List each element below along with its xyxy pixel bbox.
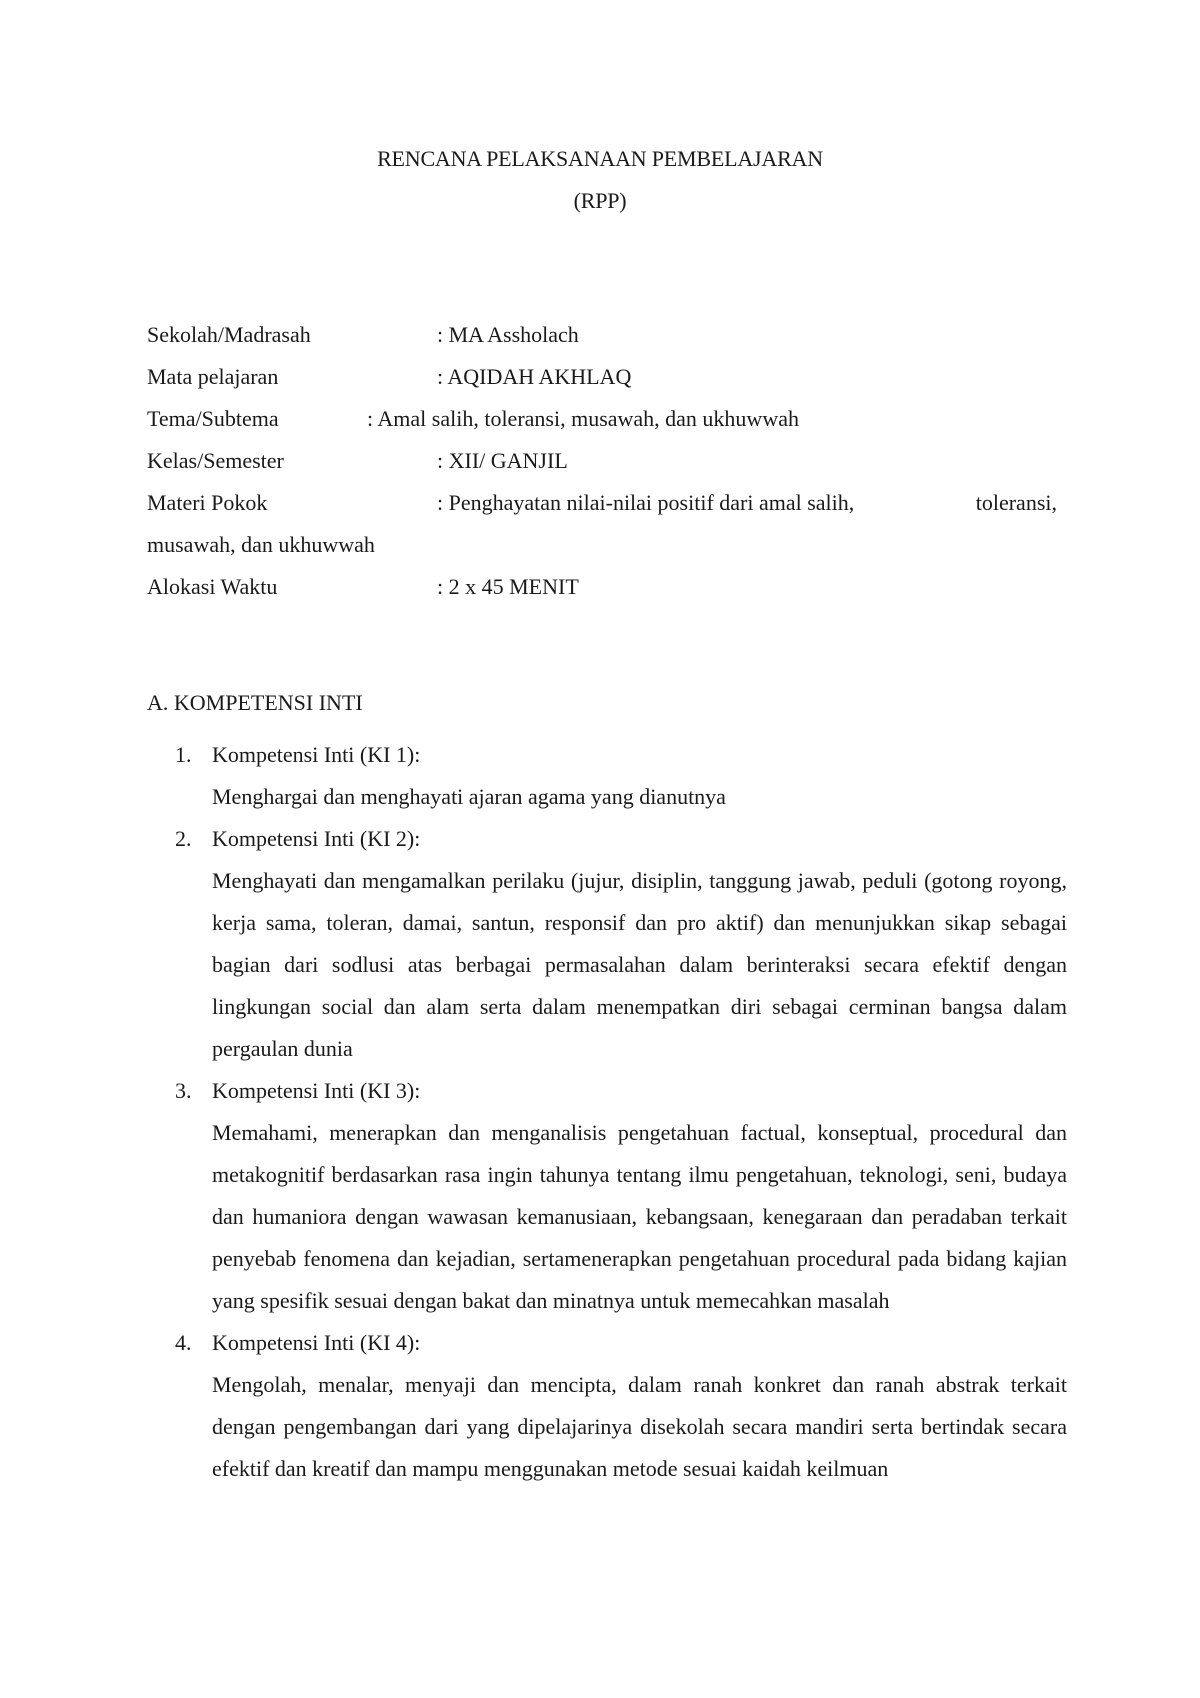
list-item (147, 1070, 1067, 1322)
meta-label: Materi Pokok (147, 490, 268, 515)
list-item-title: Kompetensi Inti (KI 3): (212, 1078, 421, 1103)
meta-label: Mata pelajaran (147, 364, 279, 389)
competency-list (147, 734, 1067, 1490)
meta-row-school (147, 314, 1067, 356)
meta-row-time (147, 566, 1067, 608)
identity-block (147, 314, 1067, 608)
list-item-title: Kompetensi Inti (KI 4): (212, 1330, 421, 1355)
list-item (147, 734, 1067, 818)
document-subtitle: (RPP) (573, 188, 627, 213)
meta-row-subject (147, 356, 1067, 398)
list-item (147, 818, 1067, 1070)
list-item-body: Menghayati dan mengamalkan perilaku (jujur, disiplin, tanggung jawab, peduli (gotong royong, kerja sama, toleran, damai, santun, responsif dan pro aktif) dan menunjukkan sikap sebagai bagian dari sodlusi atas berbagai permasalahan dalam berinteraksi secara efektif dengan lingkungan social dan alam serta dalam menempatkan diri sebagai cerminan bangsa dalam pergaulan dunia (212, 868, 1067, 1061)
meta-row-material-continued (147, 524, 1067, 566)
list-item-number: 2. (175, 826, 192, 851)
meta-value-continued: musawah, dan ukhuwwah (147, 532, 375, 557)
list-item-body: Memahami, menerapkan dan menganalisis pengetahuan factual, konseptual, procedural dan metakognitif berdasarkan rasa ingin tahunya tentang ilmu pengetahuan, teknologi, seni, budaya dan humaniora dengan wawasan kemanusiaan, kebangsaan, kenegaraan dan peradaban terkait penyebab fenomena dan kejadian, sertamenerapkan pengetahuan procedural pada bidang kajian yang spesifik sesuai dengan bakat dan minatnya untuk memecahkan masalah (212, 1120, 1067, 1313)
meta-label: Alokasi Waktu (147, 574, 278, 599)
meta-value: : MA Assholach (437, 322, 579, 347)
list-item-number: 3. (175, 1078, 192, 1103)
section-heading: A. KOMPETENSI INTI (147, 690, 363, 715)
list-item-number: 4. (175, 1330, 192, 1355)
meta-label: Kelas/Semester (147, 448, 284, 473)
list-item-body: Menghargai dan menghayati ajaran agama yang dianutnya (212, 784, 726, 809)
meta-value: : XII/ GANJIL (437, 448, 568, 473)
meta-value-part: : Penghayatan nilai-nilai positif dari amal salih, (437, 490, 855, 515)
meta-value-part: toleransi, (975, 490, 1057, 515)
meta-label: Tema/Subtema (147, 406, 279, 431)
meta-value: : Amal salih, toleransi, musawah, dan ukhuwwah (367, 406, 799, 431)
meta-value: : AQIDAH AKHLAQ (437, 364, 632, 389)
meta-value (437, 482, 1057, 524)
list-item-number: 1. (175, 742, 192, 767)
meta-row-class (147, 440, 1067, 482)
meta-value: : 2 x 45 MENIT (437, 574, 579, 599)
list-item-body: Mengolah, menalar, menyaji dan mencipta, dalam ranah konkret dan ranah abstrak terkait dengan pengembangan dari yang dipelajarinya disekolah secara mandiri serta bertindak secara efektif dan kreatif dan mampu menggunakan metode sesuai kaidah keilmuan (212, 1372, 1067, 1481)
meta-row-theme (147, 398, 1067, 440)
list-item-title: Kompetensi Inti (KI 2): (212, 826, 421, 851)
meta-label: Sekolah/Madrasah (147, 322, 311, 347)
meta-row-material (147, 482, 1067, 524)
list-item-title: Kompetensi Inti (KI 1): (212, 742, 421, 767)
list-item (147, 1322, 1067, 1490)
document-title: RENCANA PELAKSANAAN PEMBELAJARAN (377, 146, 823, 171)
